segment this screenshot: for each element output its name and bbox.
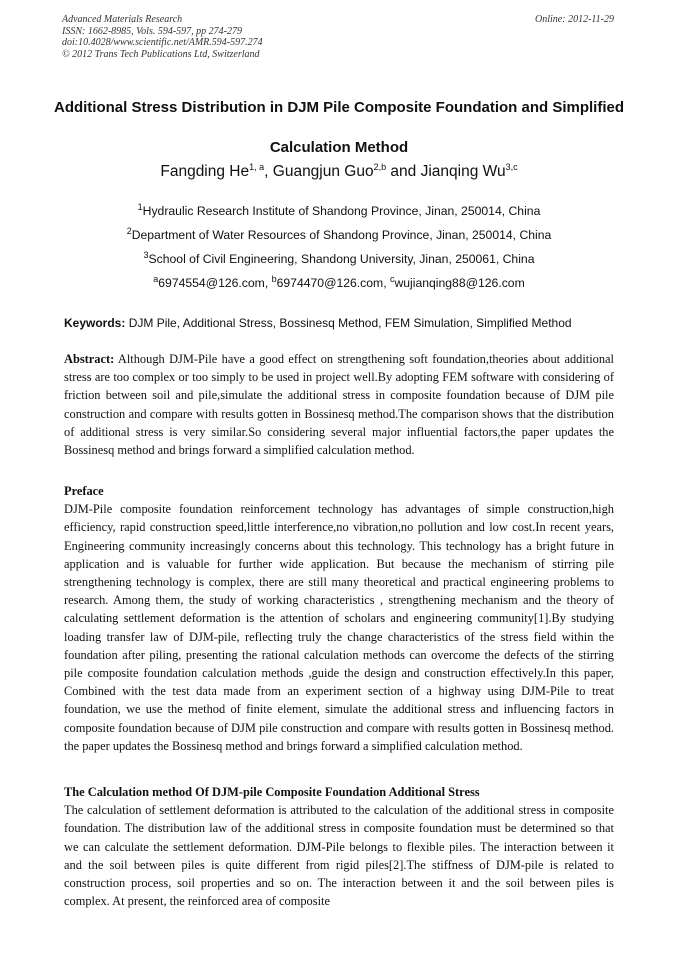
affiliation-text: Department of Water Resources of Shandong Province, Jinan, 250014, China xyxy=(131,228,552,242)
email-marker: a xyxy=(153,273,159,284)
abstract xyxy=(64,350,614,459)
author-separator: and xyxy=(386,163,421,180)
keywords xyxy=(64,316,616,330)
email-marker: c xyxy=(389,273,395,284)
affiliation-marker: 2 xyxy=(126,225,132,236)
author-name: Fangding He xyxy=(160,163,250,180)
journal-header xyxy=(62,14,263,60)
online-date: Online: 2012-11-29 xyxy=(535,14,614,25)
section-heading: Preface xyxy=(64,484,104,498)
email-address: 6974470@126.com, xyxy=(276,276,390,290)
author-emails xyxy=(0,273,678,290)
section-text: The calculation of settlement deformation is attributed to the calculation of the additional stress in composite foundation. The distribution law of the additional stress in composite foundation must be determined so that we can calculate the settlement deformation. DJM-Pile belongs to flexible piles. The interaction between it and the soil between piles is quite different from rigid piles[2].The stiffness of DJM-pile is related to construction process, soil properties and so on. The interaction between it and the soil between piles is complex. At present, the reinforced area of composite xyxy=(64,803,614,909)
author-name: Guangjun Guo xyxy=(272,163,374,180)
abstract-text: Although DJM-Pile have a good effect on strengthening soft foundation,theories about additional stress are too complex or too simply to be used in project well.By adopting FEM software with considering of friction between soil and pile,simulate the additional stress in composite foundation because of DJM pile construction and compare with results gotten in Bossinesq method.The comparison shows that the distribution of additional stress is very similar.So considering several major influential factors,the paper updates the Bossinesq method and brings forward a simplified calculation method. xyxy=(64,352,614,458)
author-superscript: 2,b xyxy=(373,161,387,172)
affiliation xyxy=(0,249,678,266)
author-superscript: 3,c xyxy=(505,161,518,172)
issn-line: ISSN: 1662-8985, Vols. 594-597, pp 274-279 xyxy=(62,25,242,37)
email-address: wujianqing88@126.com xyxy=(394,276,525,290)
author-list xyxy=(0,163,678,181)
affiliation-marker: 1 xyxy=(137,201,143,212)
section-calculation-method xyxy=(64,783,614,910)
author-name: Jianqing Wu xyxy=(420,163,506,180)
doi-line: doi:10.4028/www.scientific.net/AMR.594-597.274 xyxy=(62,37,263,48)
section-text: DJM-Pile composite foundation reinforcement technology has advantages of simple construction,high efficiency, rapid construction speed,little interference,no vibration,no pollution and low cost.In recent years, Engineering community increasingly concerns about this technology. This technology has a bright future in application and is valuable for further wide application. But because the mechanism of stirring pile strengthening technology is complex, there are still many theoretical and practical engineering problems to research. Among them, the study of working characteristics , strengthening mechanism and the theory of calculating settlement deformation is the attention of scholars and engineering community[1].By studying loading transfer law of DJM-pile, reflecting truly the change characteristics of the stress field within the foundation after piling, presenting the rational calculation methods can overcome the defects of the stirring pile composite foundation calculation methods ,guide the design and construction effectively.In this paper, Combined with the test data made from an experiment section of a highway using DJM-Pile to treat foundation, we use the method of finite element, simulate the additional stress and influencing factors in composite foundation because of DJM pile construction and compare with results gotten in Bossinesq method. the paper updates the Bossinesq method and brings forward a simplified calculation method. xyxy=(64,502,614,753)
email-address: 6974554@126.com, xyxy=(158,276,272,290)
paper-title: Additional Stress Distribution in DJM Pile Composite Foundation and Simplified Calculation Method xyxy=(53,99,625,156)
affiliation xyxy=(0,201,678,218)
email-marker: b xyxy=(271,273,277,284)
author-separator: , xyxy=(264,163,273,180)
section-preface xyxy=(64,482,614,755)
author-superscript: 1, a xyxy=(249,161,265,172)
affiliation-marker: 3 xyxy=(143,249,149,260)
affiliation-text: School of Civil Engineering, Shandong University, Jinan, 250061, China xyxy=(148,252,535,266)
abstract-label: Abstract: xyxy=(64,352,115,366)
keywords-text: DJM Pile, Additional Stress, Bossinesq Method, FEM Simulation, Simplified Method xyxy=(125,316,572,330)
affiliation xyxy=(0,225,678,242)
keywords-label: Keywords: xyxy=(64,316,126,330)
copyright-line: © 2012 Trans Tech Publications Ltd, Switzerland xyxy=(62,48,260,60)
section-heading: The Calculation method Of DJM-pile Composite Foundation Additional Stress xyxy=(64,785,480,799)
affiliation-text: Hydraulic Research Institute of Shandong Province, Jinan, 250014, China xyxy=(142,204,541,218)
journal-name: Advanced Materials Research xyxy=(62,14,183,25)
